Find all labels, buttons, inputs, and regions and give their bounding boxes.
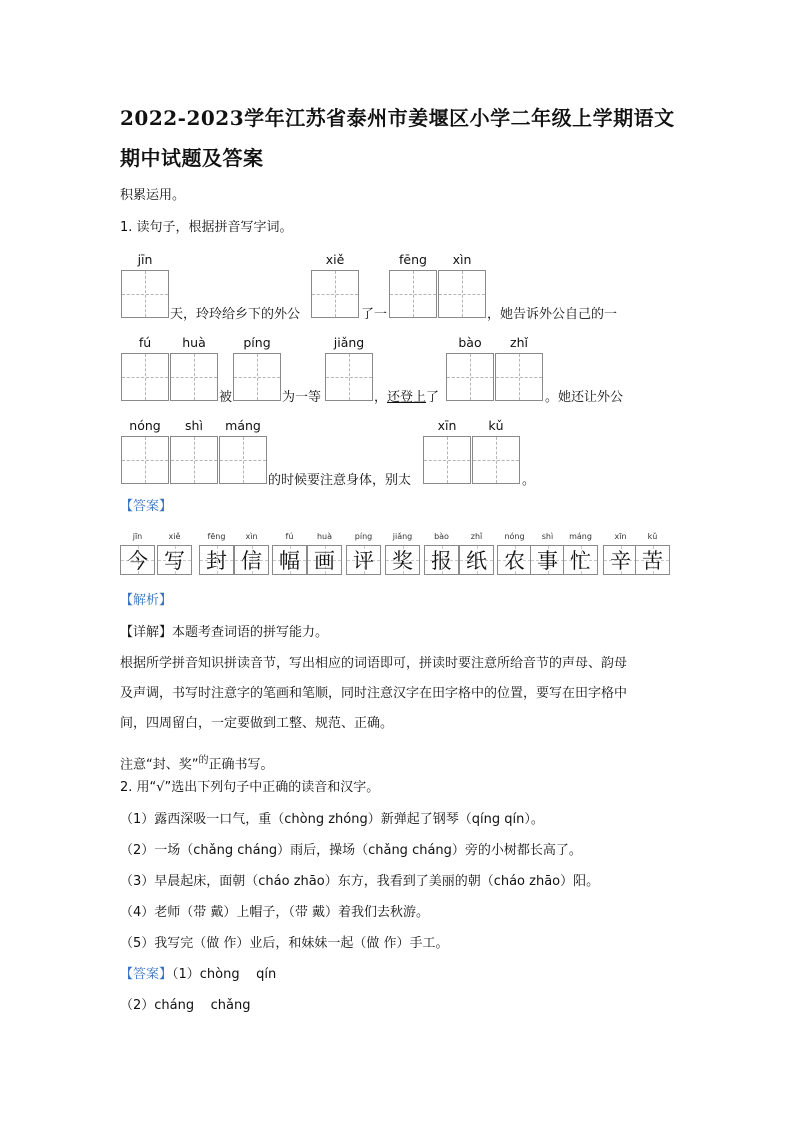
answer-grid-cell [563, 545, 598, 575]
pinyin-label: nóng [129, 418, 161, 433]
pinyin-label: zhǐ [510, 335, 528, 350]
answer-pinyin: huà [316, 532, 333, 541]
answer-pinyin: xiě [168, 532, 181, 541]
answer-pinyin: xìn [245, 532, 258, 541]
question-2-answer: （2）cháng chǎng [120, 998, 251, 1013]
answer-grid-cell [530, 545, 565, 575]
note-line: 注意“封、奖”$^的$正确书写。 [120, 755, 274, 773]
answer-grid-cell [199, 545, 234, 575]
writing-grid[interactable] [170, 353, 218, 401]
question-2-heading: 2. 用“√”选出下列句子中正确的读音和汉字。 [120, 780, 380, 795]
answer-pinyin: jiǎng [392, 532, 413, 541]
writing-grid[interactable] [325, 353, 373, 401]
writing-grid[interactable] [472, 436, 520, 484]
pinyin-label: shì [185, 418, 203, 433]
answer-char: 评 [353, 549, 374, 573]
answer-grid-cell [346, 545, 381, 575]
answer-char: 农 [504, 549, 525, 573]
sentence-text: ，她告诉外公自己的一 [487, 307, 618, 322]
writing-grid[interactable] [389, 270, 437, 318]
explanation-line: 及声调，书写时注意字的笔画和笔顺，同时注意汉字在田字格中的位置，要写在田字格中 [120, 686, 628, 701]
answer-grid-cell [459, 545, 494, 575]
answer-grid-cell [157, 545, 192, 575]
answer-pinyin: zhǐ [470, 532, 483, 541]
writing-grid[interactable] [219, 436, 267, 484]
sentence-text: 。 [522, 473, 536, 488]
answer-char: 写 [164, 549, 185, 573]
answer-char: 信 [241, 549, 262, 573]
sentence-text: ，还登上了 [374, 390, 440, 405]
writing-grid[interactable] [121, 436, 169, 484]
pinyin-label: píng [243, 335, 271, 350]
writing-grid[interactable] [121, 353, 169, 401]
question-2-item: （2）一场（chǎng cháng）雨后，操场（chǎng cháng）旁的小树都长高了。 [120, 843, 582, 858]
answer-grid-cell [120, 545, 155, 575]
explanation-paragraph [120, 649, 680, 739]
pinyin-label: fēng [399, 252, 427, 267]
writing-grid[interactable] [311, 270, 359, 318]
answer-char: 纸 [466, 549, 487, 573]
question-1-heading: 1. 读句子，根据拼音写字词。 [120, 220, 293, 235]
pinyin-label: máng [225, 418, 261, 433]
question-2-item: （4）老师（带 戴）上帽子，（带 戴）着我们去秋游。 [120, 905, 430, 920]
question-2-item: （3）早晨起床，面朝（cháo zhāo）东方，我看到了美丽的朝（cháo zhāo）阳。 [120, 874, 600, 889]
sentence-text: 天，玲玲给乡下的外公 [170, 307, 301, 322]
writing-grid[interactable] [446, 353, 494, 401]
answer-char: 封 [206, 549, 227, 573]
pinyin-label: bào [458, 335, 482, 350]
section-label: 积累运用。 [120, 188, 186, 203]
answer-pinyin: fú [285, 532, 294, 541]
answer-grid-cell [424, 545, 459, 575]
sentence-text: 。她还让外公 [545, 390, 624, 405]
answer-pinyin: fēng [207, 532, 226, 541]
pinyin-label: huà [182, 335, 206, 350]
writing-grid[interactable] [170, 436, 218, 484]
pinyin-label: xìn [452, 252, 472, 267]
sentence-text: 了一 [361, 307, 388, 322]
answer-pinyin: nóng [504, 532, 525, 541]
writing-grid[interactable] [233, 353, 281, 401]
explanation-line: 间，四周留白，一定要做到工整、规范、正确。 [120, 716, 394, 731]
writing-grid[interactable] [121, 270, 169, 318]
answer-grid-cell [497, 545, 532, 575]
writing-grid[interactable] [423, 436, 471, 484]
answer-pinyin: máng [569, 532, 592, 541]
answer-char: 辛 [610, 549, 631, 573]
answer-label: 【答案】 [120, 967, 173, 982]
answer-pinyin: shì [541, 532, 554, 541]
answer-grid-cell [307, 545, 342, 575]
answer-grid-cell [603, 545, 638, 575]
answer-char: 苦 [642, 549, 663, 573]
pinyin-label: kǔ [488, 418, 504, 433]
analysis-label: 【解析】 [120, 593, 173, 608]
answer-pinyin: xīn [614, 532, 627, 541]
explanation-line: 根据所学拼音知识拼读音节，写出相应的词语即可，拼读时要注意所给音节的声母、韵母 [120, 656, 628, 671]
detail-label: 【详解】 [120, 625, 173, 640]
answer-grid-cell [635, 545, 670, 575]
writing-grid[interactable] [438, 270, 486, 318]
answer-char: 今 [127, 549, 148, 573]
page-title [120, 98, 680, 178]
answer-grid-cell [385, 545, 420, 575]
writing-grid[interactable] [495, 353, 543, 401]
detail-paragraph: 【详解】本题考查词语的拼写能力。 [120, 625, 329, 640]
question-2-answer: 【答案】（1）chòng qín [120, 967, 277, 982]
pinyin-label: xīn [437, 418, 457, 433]
answer-char: 画 [314, 549, 335, 573]
answer-grid-cell [272, 545, 307, 575]
answer-char: 事 [537, 549, 558, 573]
answer-grid-cell [234, 545, 269, 575]
answer-char: 忙 [570, 549, 591, 573]
question-2-item: （5）我写完（做 作）业后，和妹妹一起（做 作）手工。 [120, 936, 449, 951]
answer-label: 【答案】 [120, 499, 173, 514]
pinyin-label: jiǎng [333, 335, 365, 350]
answer-pinyin: kǔ [647, 532, 658, 541]
pinyin-label: fú [138, 335, 152, 350]
sentence-text: 的时候要注意身体，别太 [268, 473, 412, 488]
pinyin-label: jīn [137, 252, 153, 267]
sentence-text: 为一等 [282, 390, 322, 405]
answer-pinyin: píng [354, 532, 373, 541]
answer-pinyin: jīn [132, 532, 143, 541]
answer-char: 幅 [279, 549, 300, 573]
answer-char: 奖 [392, 549, 413, 573]
answer-pinyin: bào [434, 532, 449, 541]
sentence-text: 被 [219, 390, 233, 405]
answer-char: 报 [431, 549, 452, 573]
title-line-1: 2022-2023学年江苏省泰州市姜堰区小学二年级上学期语文 [120, 106, 675, 130]
pinyin-label: xiě [325, 252, 345, 267]
underlined-text: 还登上 [387, 390, 427, 405]
question-2-item: （1）露西深吸一口气，重（chòng zhóng）新弹起了钢琴（qíng qín）。 [120, 812, 544, 827]
title-line-2: 期中试题及答案 [120, 146, 264, 170]
